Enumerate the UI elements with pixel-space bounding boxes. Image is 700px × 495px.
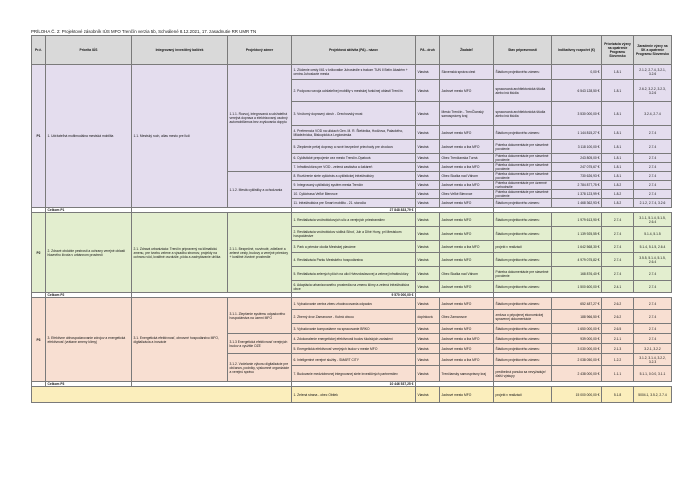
applicant: Obec Skalka nad Váhom <box>440 267 494 281</box>
project-goal: 3.1.2. Vzdelanie výkonu digitalizácie pre občanov, podniky, výskumné organizácie a verejnú správu <box>228 354 292 382</box>
call-code: 2.7.4 <box>634 140 672 154</box>
activity-type: Vlastná <box>416 366 440 382</box>
table-row <box>32 65 672 80</box>
col-package: Integrovaný investičný balíček <box>132 36 228 65</box>
project-goal: 3.1.1. Zlepšenie systému odpadového hospodárstva na území MFO <box>228 298 292 334</box>
status: spracovaná architektonická štúdia alebo iná štúdia <box>494 102 552 126</box>
activity-type: Vlastná <box>416 163 440 172</box>
applicant: Obec Skalka nad Váhom <box>440 172 494 181</box>
priority-call: 2.1.3 <box>602 344 634 354</box>
activity-type: doplnková <box>416 310 440 324</box>
activity-name: 6. Cyklistické prepojenie cez mesto Trenčín-Opatová <box>292 154 416 163</box>
activity-type: Vlastná <box>416 227 440 241</box>
activity-type: Vlastná <box>416 267 440 281</box>
call-code: 3.5.5, 5.1.4, 5.1.5, 2.6.4 <box>634 253 672 267</box>
priority-call: 2.7.4 <box>602 213 634 227</box>
applicant: Jadrové mesto MFO <box>440 199 494 208</box>
call-code: 2.7.4 <box>634 324 672 334</box>
budget: 2 438 000,00 € <box>552 366 602 382</box>
applicant: Jadrové mesto a iba MFO <box>440 241 494 253</box>
activity-type: Vlastná <box>416 199 440 208</box>
call-code: 5.1.1, 0.0.0, 3.1.1 <box>634 366 672 382</box>
activity-type: Vlastná <box>416 102 440 126</box>
call-code: 2.7.4 <box>634 267 672 281</box>
activity-type: Vlastná <box>416 140 440 154</box>
activity-name: 4. Zdokonalenie energetickej efektívnosti budov školských zariadení <box>292 334 416 344</box>
status: predbežná ponuka sa nevyžaduje/ďalší výstupy <box>494 366 552 382</box>
activity-type: Vlastná <box>416 387 440 403</box>
call-code: 3.1.1, 5.1.4, 5.1.5, 2.6.4 <box>634 213 672 227</box>
activity-type: Vlastná <box>416 253 440 267</box>
status: zmluva o pripojenej ekonomickej spravenej dokumentácie <box>494 310 552 324</box>
col-call: Zaradenie výzvy na SK a opatrenie Programu Slovensko <box>634 36 672 65</box>
activity-name: 3. Vnútorný dopravný okruh - Orechovský most <box>292 102 416 126</box>
call-code: 2.6.2, 3.2.2, 3.2.3, 3.2.6 <box>634 80 672 102</box>
priority-call: 1.1.1 <box>602 366 634 382</box>
budget: 2 038 050,00 € <box>552 354 602 366</box>
activity-name: 2. Revitalizácia vnútroblokov sídlisk Sihoť, Juh a Dlhé Hony, pri Mestskom hospodárstve <box>292 227 416 241</box>
status: Potreba dokumentácie pre stavebné povolenie <box>494 163 552 172</box>
activity-name: 9. Integrovaný cyklistický systém mesta Trenčín <box>292 181 416 190</box>
activity-name: 2. Zberný dvor Zamarovce - Kubrá obcou <box>292 310 416 324</box>
call-code: 2.7.4 <box>634 126 672 140</box>
applicant: Jadrové mesto MFO <box>440 227 494 241</box>
col-prio: Priorizácia výzvy na opatrenie Programu Slovensko <box>602 36 634 65</box>
activity-type: Vlastná <box>416 65 440 80</box>
activity-name: 10. Cyklotrasa Veľké Bierovce <box>292 190 416 199</box>
call-code: 2.7.4 <box>634 190 672 199</box>
applicant: Jadrové mesto MFO <box>440 80 494 102</box>
applicant: Jadrové mesto MFO <box>440 387 494 403</box>
priority-call: 2.7.4 <box>602 241 634 253</box>
activity-type: Vlastná <box>416 281 440 293</box>
budget: 1 650 000,00 € <box>552 324 602 334</box>
subtotal-label: Celkom P1 <box>46 208 132 213</box>
priority-call: 1.8.2 <box>602 199 634 208</box>
budget: 4 979 075,82 € <box>552 253 602 267</box>
table-row <box>32 387 672 403</box>
status: Štádium projektového zámeru <box>494 253 552 267</box>
project-table <box>31 35 672 403</box>
activity-name: 5. Revitalizácia zelených plôch na ulici Hviezdoslavovej a zelenej infraštruktúry <box>292 267 416 281</box>
project-goal: 2.1.1. Bezpečné, rozvinuté, zdieľané a zelené cesty, budovy a verejné priestory + kvalitné životné prostredie <box>228 213 292 293</box>
col-applicant: Žiadateľ <box>440 36 494 65</box>
priority-call: 1.2.2 <box>602 354 634 366</box>
applicant: Jadrové mesto MFO <box>440 324 494 334</box>
budget: 15 000 000,00 € <box>552 387 602 403</box>
budget: 1 144 815,27 € <box>552 126 602 140</box>
activity-type: Vlastná <box>416 334 440 344</box>
status: Štádium projektového zámeru <box>494 213 552 227</box>
priority-call: 2.7.4 <box>602 227 634 241</box>
priority-call: 1.8.2 <box>602 190 634 199</box>
call-code: 2.7.4 <box>634 334 672 344</box>
call-code: 3.2.1, 3.2.2 <box>634 344 672 354</box>
budget: 6 543 128,50 € <box>552 80 602 102</box>
activity-type: Vlastná <box>416 354 440 366</box>
activity-name: 8. Rozšírenie siete cyklotrás a cyklistickej infraštruktúry <box>292 172 416 181</box>
status: Potreba dokumentácie pre stavebné povolenie <box>494 172 552 181</box>
investment-package: 2.1. Zdravá urbanizácia: Trenčín pripravený na klimatickú zmenu, pre tvorbu zelene a výsadbu stromov, projekty na ochranu vôd, kvalitné ovzdušie, pôda a zachytávanie uhlíka <box>132 213 228 293</box>
call-code: 2.7.4 <box>634 172 672 181</box>
table-row <box>32 298 672 310</box>
budget: 1 500 600,00 € <box>552 281 602 293</box>
call-code: 5.1.4, 5.1.5 <box>634 227 672 241</box>
col-budget: Indikatívny rozpočet (€) <box>552 36 602 65</box>
applicant: Jadrové mesto MFO <box>440 298 494 310</box>
budget: 1 468 362,93 € <box>552 199 602 208</box>
subtotal-label: Celkom P2 <box>46 293 132 298</box>
call-code: 5004.1, 3.5.2, 2.7.4 <box>634 387 672 403</box>
priority-call: 1.8.1 <box>602 65 634 80</box>
status: Štádium projektového zámeru <box>494 334 552 344</box>
investment-package: 1.1. Mestský ruch, alias mesto pre ľudí <box>132 65 228 208</box>
applicant: Jadrové mesto MFO <box>440 344 494 354</box>
priority-name: 3. Efektívne obhospodarovanie zdrojov a energetická efektívnosť (vrátane zmeny klímy) <box>46 298 132 382</box>
subtotal-value: 27 848 833,79 € <box>292 208 416 213</box>
budget: 247 075,67 € <box>552 163 602 172</box>
priority-call: 2.6.5 <box>602 324 634 334</box>
status: projekt v realizácii <box>494 241 552 253</box>
budget: 1 979 613,90 € <box>552 213 602 227</box>
status: Štádium projektového zámeru <box>494 227 552 241</box>
status: Štádium projektového zámeru <box>494 298 552 310</box>
priority-name: 2. Zdravé obdobie pestrosti a ochrany verejné oblasti hlavného života v urbánnom prostredí <box>46 213 132 293</box>
subtotal-label: Celkom P3 <box>46 382 132 387</box>
activity-name: 5. Energetická efektívnosť verejných budov v meste MFO <box>292 344 416 354</box>
applicant: Obec Zamarovce <box>440 310 494 324</box>
applicant: Jadrové mesto MFO <box>440 213 494 227</box>
priority-call: 1.8.1 <box>602 102 634 126</box>
activity-name: 4. Revitalizácia Parku Mestského hospodárstva <box>292 253 416 267</box>
priority-call: 1.8.1 <box>602 80 634 102</box>
call-code: 2.7.4 <box>634 163 672 172</box>
activity-name: 6. Adaptácia urbanizovaného prostredia na zmenu klímy a zelená infraštruktúra obce <box>292 281 416 293</box>
status: projekt v realizácii <box>494 387 552 403</box>
priority-call: 1.8.1 <box>602 126 634 140</box>
applicant: Jadrové mesto a iba MFO <box>440 334 494 344</box>
priority-number: P3 <box>32 298 46 382</box>
priority-call: 2.4.1 <box>602 281 634 293</box>
priority-call: 1.8.1 <box>602 163 634 172</box>
col-goal: Projektový zámer <box>228 36 292 65</box>
empty-cell <box>32 387 292 403</box>
status: Štádium projektového zámeru <box>494 199 552 208</box>
col-priority: Priorita IÚS <box>46 36 132 65</box>
budget: 0,00 € <box>552 65 602 80</box>
activity-name: 11. Infraštruktúra pre Smart mobilitu - 21. storočia <box>292 199 416 208</box>
priority-call: 1.8.2 <box>602 181 634 190</box>
activity-name: 3. Park a priestor okolia Mestskej plavárne <box>292 241 416 253</box>
applicant: Jadrové mesto MFO <box>440 126 494 140</box>
activity-type: Vlastná <box>416 213 440 227</box>
priority-call: 1.8.1 <box>602 154 634 163</box>
status: Potreba dokumentácie pre stavebné povolenie <box>494 154 552 163</box>
budget: 3 530 000,00 € <box>552 102 602 126</box>
budget: 1 139 925,55 € <box>552 227 602 241</box>
project-goal: 1.1.2. Mestá cyklistiky a ochodzania <box>228 172 292 208</box>
activity-type: Vlastná <box>416 154 440 163</box>
priority-number: P2 <box>32 213 46 293</box>
activity-name: 2. Podpora rozvoja udržateľnej mobility v mestskej funkčnej oblasti Trenčín <box>292 80 416 102</box>
activity-type: Vlastná <box>416 241 440 253</box>
applicant: Obec Veľké Bierovce <box>440 190 494 199</box>
applicant: Jadrové mesto a iba MFO <box>440 140 494 154</box>
activity-type: Vlastná <box>416 181 440 190</box>
status: Potreba dokumentácie pre územné rozhodnutie <box>494 181 552 190</box>
priority-call: 2.6.2 <box>602 310 634 324</box>
priority-call: 1.8.1 <box>602 140 634 154</box>
budget: 3 030 000,00 € <box>552 344 602 354</box>
activity-name: 3. Vybudovanie kompostárne na spracovanie BRKO <box>292 324 416 334</box>
activity-type: Vlastná <box>416 324 440 334</box>
project-goal: 3.1.3 Energetická efektívnosť verejných budov a využitie OZE <box>228 334 292 354</box>
col-activity: Projektová aktivita (PA) - názov <box>292 36 416 65</box>
budget: 730 626,93 € <box>552 172 602 181</box>
activity-type: Vlastná <box>416 80 440 102</box>
status: Štádium projektového zámeru <box>494 354 552 366</box>
priority-call: 2.7.4 <box>602 253 634 267</box>
budget: 652 487,27 € <box>552 298 602 310</box>
priority-call: 5.1.8 <box>602 387 634 403</box>
activity-name: 7. Budovanie medziobecnej integrovanej siete investičných partnerstiev <box>292 366 416 382</box>
call-code: 2.7.4 <box>634 298 672 310</box>
status: Potreba dokumentácie pre stavebné povolenie <box>494 190 552 199</box>
budget: 1 642 568,30 € <box>552 241 602 253</box>
call-code: 2.7.4 <box>634 181 672 190</box>
document-title: PRÍLOHA Č. 2: Projektové zásobník IÚS MFO Trenčín verzia 5b, Schválené 8.12.2021, 17. zasadnutie RR UMR TN <box>31 29 257 34</box>
priority-call: 2.6.2 <box>602 298 634 310</box>
status: Štádium projektového zámeru <box>494 126 552 140</box>
investment-package: 3.1. Energetická efektívnosť, obnovné hospodárstvo MFO, digitalizácia a inovácie <box>132 298 228 382</box>
activity-name: 1. Zelená strana - obec Obtiek <box>292 387 416 403</box>
budget: 939 000,00 € <box>552 334 602 344</box>
applicant: Slovenská správa ciest <box>440 65 494 80</box>
applicant: Obec Trenčianska Turná <box>440 154 494 163</box>
applicant: Jadrové mesto a iba MFO <box>440 354 494 366</box>
status: Štádium projektového zámeru <box>494 324 552 334</box>
header-row <box>32 36 672 65</box>
status: Štádium projektového zámeru <box>494 281 552 293</box>
call-code: 2.1.2, 2.7.4, 3.2.6 <box>634 199 672 208</box>
priority-call: 2.7.4 <box>602 267 634 281</box>
col-no: Pr.č. <box>32 36 46 65</box>
priority-call: 2.1.1 <box>602 334 634 344</box>
status: spracovaná architektonická štúdia alebo iná štúdia <box>494 80 552 102</box>
applicant: Jadrové mesto MFO <box>440 281 494 293</box>
call-code: 2.7.4 <box>634 281 672 293</box>
subtotal-value: 9 570 000,00 € <box>292 293 416 298</box>
call-code: 2.7.4 <box>634 310 672 324</box>
budget: 188 966,50 € <box>552 310 602 324</box>
activity-name: 4. Preferencia VOD na uliciach Gen. M. R. Štefánika, Hodžova, Palackého, Mládežnícka, Biskupická a Legionárska <box>292 126 416 140</box>
activity-type: Vlastná <box>416 126 440 140</box>
budget: 243 805,00 € <box>552 154 602 163</box>
call-code: 2.7.4 <box>634 154 672 163</box>
activity-type: Vlastná <box>416 172 440 181</box>
priority-number: P1 <box>32 65 46 208</box>
call-code: 5.1.4, 5.1.5, 2.6.4 <box>634 241 672 253</box>
applicant: Mesto Trenčín - TrenČianský samosprávny kraj <box>440 102 494 126</box>
applicant: Trenčiansky samosprávny kraj <box>440 366 494 382</box>
table-row <box>32 213 672 227</box>
status: Potreba dokumentácie pre stavebné povolenie <box>494 267 552 281</box>
activity-type: Vlastná <box>416 190 440 199</box>
call-code: 3.2.4, 2.7.4 <box>634 102 672 126</box>
activity-name: 1. Vybudovanie centra zberu zhodnocovania odpadov <box>292 298 416 310</box>
budget: 2 784 877,75 € <box>552 181 602 190</box>
activity-name: 6. Inteligentné verejné služby - SMART CITY <box>292 354 416 366</box>
activity-type: Vlastná <box>416 344 440 354</box>
activity-name: 1. Zlúčenie cesty I/61 v križovatke Juhosiedle s trakom TUN II Belín Akadém + centra Juhoslavie mesta <box>292 65 416 80</box>
col-type: PA - druh <box>416 36 440 65</box>
activity-name: 5. Zlepšenie pešej dopravy a nové bezpečné priechody pre chodcov <box>292 140 416 154</box>
applicant: Jadrové mesto a iba MFO <box>440 163 494 172</box>
priority-call: 1.8.1 <box>602 172 634 181</box>
activity-name: 7. Infraštruktúra pre VOD - zelená zastávka a čakáreň <box>292 163 416 172</box>
status: Štádium projektového zámeru <box>494 344 552 354</box>
call-code: 3.1.2, 3.1.4, 3.2.2, 3.2.3 <box>634 354 672 366</box>
activity-name: 1. Revitalizácia vnútroblokových ulíc a verejných priestranstiev <box>292 213 416 227</box>
budget: 168 876,40 € <box>552 267 602 281</box>
status: Potreba dokumentácie pre stavebné povolenie <box>494 140 552 154</box>
status: Štádium projektového zámeru <box>494 65 552 80</box>
budget: 3 118 100,00 € <box>552 140 602 154</box>
priority-name: 1. Udržateľná multimodálna mestská mobilita <box>46 65 132 208</box>
applicant: Jadrové mesto MFO <box>440 253 494 267</box>
call-code: 2.1.2, 2.7.4, 3.2.1, 3.2.6 <box>634 65 672 80</box>
subtotal-value: 10 446 537,25 € <box>292 382 416 387</box>
project-goal: 1.1.1. Rozvoj, integrovaná a udržateľná verejná doprava a elektrizovaný osobný automobilizmus bez zvyšovania dopytu <box>228 65 292 172</box>
budget: 1 378 123,99 € <box>552 190 602 199</box>
col-status: Stav pripravenosti <box>494 36 552 65</box>
activity-type: Vlastná <box>416 298 440 310</box>
applicant: Jadrové mesto a iba MFO <box>440 181 494 190</box>
